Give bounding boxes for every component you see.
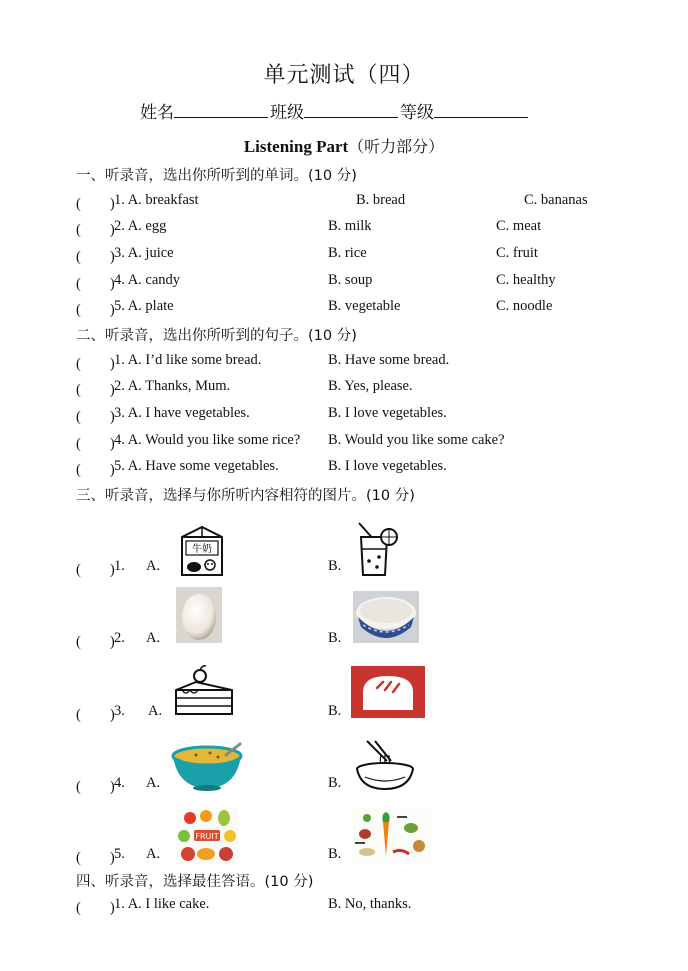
- option-c: C. healthy: [496, 272, 556, 288]
- answer-paren[interactable]: ( ): [76, 196, 115, 212]
- option-a: 1. A. I’d like some bread.: [114, 352, 262, 368]
- option-a: 3. A. juice: [114, 245, 174, 261]
- question-number: 3.: [114, 703, 125, 719]
- question-number: 5.: [114, 846, 125, 862]
- list-item: [76, 458, 676, 478]
- section1-heading: 一、听录音，选出你所听到的单词。(10 分): [76, 168, 357, 184]
- option-b: B.: [328, 630, 342, 646]
- answer-paren[interactable]: ( ): [76, 634, 115, 650]
- option-b: B. Yes, please.: [328, 378, 413, 394]
- answer-paren[interactable]: ( ): [76, 462, 115, 478]
- list-item: [76, 432, 676, 452]
- answer-paren[interactable]: ( ): [76, 562, 115, 578]
- list-item: [76, 405, 676, 425]
- question-number: 1.: [114, 558, 125, 574]
- answer-paren[interactable]: ( ): [76, 302, 115, 318]
- option-b: B. Would you like some cake?: [328, 432, 505, 448]
- option-b: B. I love vegetables.: [328, 458, 447, 474]
- option-b: B. soup: [328, 272, 373, 288]
- name-label: 姓名: [140, 103, 174, 123]
- option-a: 5. A. plate: [114, 298, 174, 314]
- rice-bowl-icon[interactable]: [353, 591, 419, 643]
- option-b: B.: [328, 558, 342, 574]
- answer-paren[interactable]: ( ): [76, 707, 115, 723]
- option-a: 1. A. I like cake.: [114, 896, 210, 912]
- section-subtitle: [0, 134, 688, 157]
- bread-loaf-icon[interactable]: [351, 666, 425, 718]
- question-number: 4.: [114, 775, 125, 791]
- option-b: B. milk: [328, 218, 372, 234]
- answer-paren[interactable]: ( ): [76, 779, 115, 795]
- answer-paren[interactable]: ( ): [76, 249, 115, 265]
- answer-paren[interactable]: ( ): [76, 409, 115, 425]
- option-a: 5. A. Have some vegetables.: [114, 458, 279, 474]
- option-b: B. rice: [328, 245, 367, 261]
- answer-paren[interactable]: ( ): [76, 900, 115, 916]
- cake-slice-icon[interactable]: [172, 664, 236, 720]
- juice-glass-icon[interactable]: [355, 521, 401, 577]
- class-label: 班级: [270, 103, 304, 123]
- subtitle-chinese: （听力部分）: [348, 137, 445, 156]
- answer-paren[interactable]: ( ): [76, 222, 115, 238]
- option-a: A.: [148, 703, 163, 719]
- option-a: A.: [146, 846, 161, 862]
- option-a: 2. A. Thanks, Mum.: [114, 378, 231, 394]
- option-b: B.: [328, 846, 342, 862]
- grade-blank[interactable]: [434, 101, 528, 118]
- list-item: [76, 192, 676, 212]
- milk-label: 牛奶: [192, 544, 212, 555]
- option-b: B.: [328, 703, 342, 719]
- fruit-collage-icon[interactable]: [176, 808, 238, 864]
- list-item: [76, 896, 676, 916]
- option-c: C. meat: [496, 218, 542, 234]
- list-item: [76, 245, 676, 265]
- option-c: C. fruit: [496, 245, 538, 261]
- option-a: A.: [146, 630, 161, 646]
- noodle-bowl-icon[interactable]: [353, 739, 417, 793]
- subtitle-english: Listening Part: [243, 137, 349, 156]
- class-blank[interactable]: [304, 101, 398, 118]
- option-b: B. I love vegetables.: [328, 405, 447, 421]
- option-b: B.: [328, 775, 342, 791]
- list-item: [76, 298, 676, 318]
- vegetable-collage-icon[interactable]: [353, 808, 431, 864]
- option-a: 4. A. Would you like some rice?: [114, 432, 301, 448]
- list-item: [76, 218, 676, 238]
- soup-bowl-icon[interactable]: [170, 742, 244, 792]
- page-title: 单元测试（四）: [263, 63, 425, 88]
- answer-paren[interactable]: ( ): [76, 436, 115, 452]
- question-number: 2.: [114, 630, 125, 646]
- answer-paren[interactable]: ( ): [76, 276, 115, 292]
- section2-heading: 二、听录音，选出你所听到的句子。(10 分): [76, 328, 357, 344]
- option-c: C. noodle: [496, 298, 553, 314]
- fruit-label: FRUIT: [195, 832, 219, 841]
- list-item: [76, 352, 676, 372]
- grade-label: 等级: [400, 103, 434, 123]
- section4-heading: 四、听录音，选择最佳答语。(10 分): [76, 874, 314, 890]
- section3-heading: 三、听录音，选择与你所听内容相符的图片。(10 分): [76, 488, 415, 504]
- list-item: [76, 378, 676, 398]
- list-item: [76, 272, 676, 292]
- option-a: 3. A. I have vegetables.: [114, 405, 250, 421]
- option-b: B. Have some bread.: [328, 352, 450, 368]
- answer-paren[interactable]: ( ): [76, 850, 115, 866]
- option-b: B. No, thanks.: [328, 896, 412, 912]
- milk-carton-icon[interactable]: [176, 523, 228, 579]
- answer-paren[interactable]: ( ): [76, 382, 115, 398]
- option-a: 4. A. candy: [114, 272, 181, 288]
- answer-paren[interactable]: ( ): [76, 356, 115, 372]
- option-a: 2. A. egg: [114, 218, 167, 234]
- option-a: A.: [146, 775, 161, 791]
- option-b: B. bread: [356, 192, 406, 208]
- option-a: 1. A. breakfast: [114, 192, 199, 208]
- option-c: C. bananas: [524, 192, 588, 208]
- option-a: A.: [146, 558, 161, 574]
- name-blank[interactable]: [174, 101, 268, 118]
- option-b: B. vegetable: [328, 298, 401, 314]
- egg-icon[interactable]: [176, 587, 222, 643]
- student-info-line: [140, 98, 530, 123]
